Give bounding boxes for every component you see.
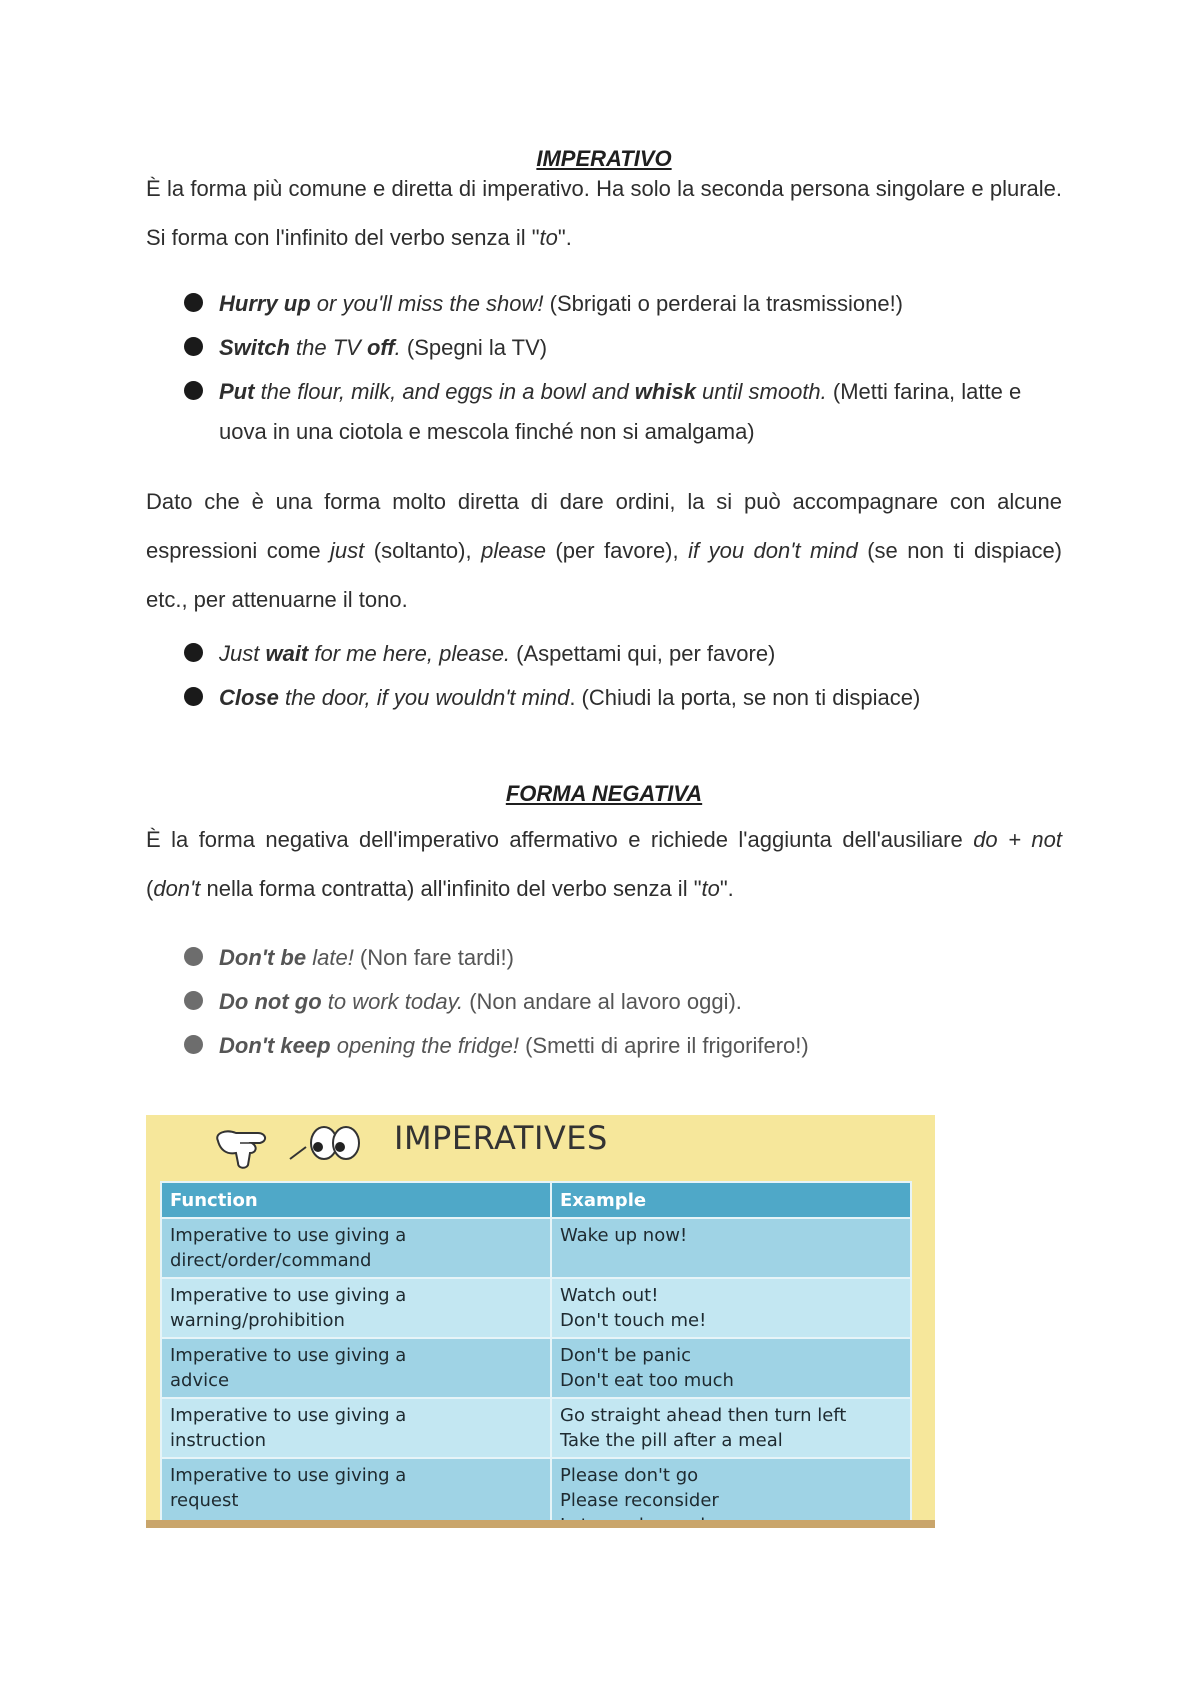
cell-function xyxy=(161,1218,551,1278)
pointing-hand-eyes-icon xyxy=(212,1121,362,1169)
bullet-icon xyxy=(184,381,203,400)
cell-line: Go straight ahead then turn left xyxy=(560,1405,847,1426)
intro-text-to: to xyxy=(539,225,558,250)
list-item xyxy=(184,372,1064,452)
imperatives-title: IMPERATIVES xyxy=(394,1119,608,1157)
cell-line: instruction xyxy=(170,1430,267,1451)
intro-text-a: È la forma più comune e diretta di imperativo. Ha solo la seconda persona singolare e plurale. Si forma con l'infinito del verbo senza il " xyxy=(146,176,1062,250)
text-run: the door, xyxy=(278,685,377,710)
text-run: if you wouldn't mind xyxy=(376,685,570,710)
cell-line: Watch out! xyxy=(560,1285,659,1306)
text-run: do + not xyxy=(973,827,1062,852)
text-run: Hurry up xyxy=(219,291,311,316)
heading-imperativo: IMPERATIVO xyxy=(536,146,672,171)
table-header-row xyxy=(161,1182,911,1218)
list-item xyxy=(184,678,1064,718)
text-run: late! xyxy=(306,945,354,970)
bullet-list-affirmative xyxy=(184,284,1064,456)
cell-line: Imperative to use giving a xyxy=(170,1345,407,1366)
text-run: . (Chiudi la porta, se non ti dispiace) xyxy=(569,685,921,710)
text-run: to work today. xyxy=(321,989,464,1014)
cell-line: Take the pill after a meal xyxy=(560,1430,783,1451)
cell-line: request xyxy=(170,1490,239,1511)
text-run: (per favore), xyxy=(545,538,689,563)
cell-line: Imperative to use giving a xyxy=(170,1225,407,1246)
text-run: (soltanto), xyxy=(364,538,482,563)
bullet-icon xyxy=(184,293,203,312)
text-run: (Aspettami qui, per favore) xyxy=(510,641,776,666)
table-row xyxy=(161,1218,911,1278)
cell-line: Don't touch me! xyxy=(560,1310,707,1331)
bullet-icon xyxy=(184,643,203,662)
intro-paragraph xyxy=(146,164,1062,262)
cell-line: Don't be panic xyxy=(560,1345,691,1366)
cell-function xyxy=(161,1398,551,1458)
cell-example xyxy=(551,1278,911,1338)
text-run: opening the fridge! xyxy=(330,1033,519,1058)
text-run: to xyxy=(701,876,720,901)
text-run: (Non fare tardi!) xyxy=(353,945,514,970)
header-example: Example xyxy=(551,1182,911,1218)
cell-function xyxy=(161,1458,551,1528)
imperatives-table-image xyxy=(146,1115,935,1528)
text-run: Put xyxy=(219,379,255,404)
text-run: just xyxy=(330,538,365,563)
table-row xyxy=(161,1458,911,1528)
list-item xyxy=(184,634,1064,674)
cell-line: advice xyxy=(170,1370,230,1391)
cell-line: warning/prohibition xyxy=(170,1310,345,1331)
heading-forma-negativa: FORMA NEGATIVA xyxy=(505,781,703,806)
cell-function xyxy=(161,1338,551,1398)
bullet-icon xyxy=(184,991,203,1010)
text-run: (Smetti di aprire il frigorifero!) xyxy=(518,1033,809,1058)
cell-line: Imperative to use giving a xyxy=(170,1285,407,1306)
text-run: the flour, milk, and eggs in a bowl and xyxy=(254,379,635,404)
negative-paragraph xyxy=(146,815,1062,913)
bullet-list-polite xyxy=(184,634,1064,722)
cell-example xyxy=(551,1458,911,1528)
text-run: Don't keep xyxy=(219,1033,331,1058)
text-run: Close xyxy=(219,685,279,710)
text-run: (se non ti dispiace) etc., per attenuarne il tono. xyxy=(146,538,1063,612)
text-run: Just xyxy=(219,641,266,666)
cell-line: Imperative to use giving a xyxy=(170,1405,407,1426)
list-item xyxy=(184,328,1064,368)
text-run: . xyxy=(394,335,401,360)
image-bottom-strip xyxy=(146,1520,935,1528)
text-run: È la forma negativa dell'imperativo affermativo e richiede l'aggiunta dell'ausiliare xyxy=(146,827,974,852)
text-run: wait xyxy=(265,641,309,666)
table-row xyxy=(161,1278,911,1338)
text-run: Dato che è una forma molto diretta di dare ordini, la si può accompagnare con alcune espressioni come xyxy=(146,489,1062,563)
text-run: whisk xyxy=(634,379,696,404)
table-row xyxy=(161,1338,911,1398)
text-run: (Sbrigati o perderai la trasmissione!) xyxy=(543,291,904,316)
cell-example xyxy=(551,1398,911,1458)
list-item xyxy=(184,938,1064,978)
bullet-icon xyxy=(184,1035,203,1054)
list-item xyxy=(184,1026,1064,1066)
intro-text-b: ". xyxy=(557,225,572,250)
cell-line: Wake up now! xyxy=(560,1225,688,1246)
text-run: (Non andare al lavoro oggi). xyxy=(463,989,742,1014)
text-run: off xyxy=(366,335,395,360)
bullet-icon xyxy=(184,687,203,706)
text-run: until smooth. xyxy=(695,379,827,404)
text-run: ( xyxy=(146,876,154,901)
bullet-icon xyxy=(184,947,203,966)
cell-line: direct/order/command xyxy=(170,1250,372,1271)
text-run: please xyxy=(481,538,546,563)
text-run: the TV xyxy=(289,335,367,360)
table-row xyxy=(161,1398,911,1458)
cell-line: Please don't go xyxy=(560,1465,699,1486)
cell-line: Please reconsider xyxy=(560,1490,719,1511)
expressions-paragraph xyxy=(146,477,1062,624)
imperatives-table xyxy=(160,1181,912,1528)
text-run: nella forma contratta) all'infinito del verbo senza il " xyxy=(200,876,702,901)
text-run: for me here, please. xyxy=(308,641,511,666)
text-run: Switch xyxy=(219,335,290,360)
text-run: Don't be xyxy=(219,945,307,970)
bullet-icon xyxy=(184,337,203,356)
cell-line: Don't eat too much xyxy=(560,1370,734,1391)
text-run: (Metti farina, latte e uova in una ciotola e mescola finché non si amalgama) xyxy=(219,379,1022,444)
list-item xyxy=(184,982,1064,1022)
bullet-list-negative xyxy=(184,938,1064,1070)
cell-example xyxy=(551,1218,911,1278)
list-item xyxy=(184,284,1064,324)
cell-function xyxy=(161,1278,551,1338)
text-run: if you don't mind xyxy=(688,538,858,563)
text-run: Do not go xyxy=(219,989,322,1014)
text-run: or you'll miss the show! xyxy=(310,291,544,316)
text-run: ". xyxy=(719,876,734,901)
text-run: (Spegni la TV) xyxy=(400,335,548,360)
cell-example xyxy=(551,1338,911,1398)
cell-line: Imperative to use giving a xyxy=(170,1465,407,1486)
text-run: don't xyxy=(153,876,201,901)
header-function: Function xyxy=(161,1182,551,1218)
